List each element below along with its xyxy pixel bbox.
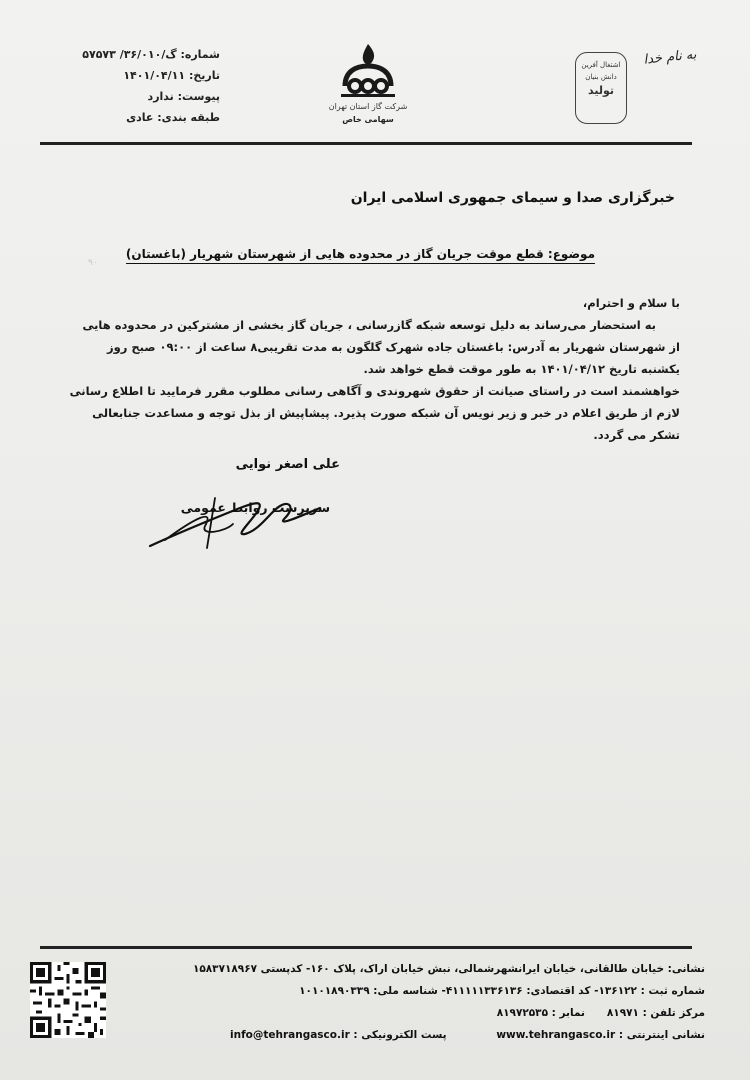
slogan-line2: دانش بنیان (585, 73, 617, 81)
number-label: شماره: (180, 48, 220, 61)
letter-number (60, 44, 220, 65)
bismillah: به نام خدا (642, 47, 698, 68)
footer-address: نشانی: خیابان طالقانی، خیابان ایرانشهرشمالی، نبش خیابان اراک، پلاک ۱۶۰- کدپستی ۱۵۸۳۷۱۸۹۶۷ (192, 963, 705, 975)
qr-code-icon (30, 962, 106, 1038)
website-link[interactable]: www.tehrangasco.ir (496, 1029, 616, 1041)
footer-contact-row (230, 1002, 705, 1024)
footer-links-row (230, 1024, 705, 1046)
flame-logo-icon (333, 42, 403, 100)
email-label: پست الکترونیکی : (353, 1029, 447, 1041)
letter-body (68, 292, 680, 446)
handwritten-signature-icon (145, 478, 325, 558)
footer-registration: شماره ثبت : ۱۳۶۱۲۲- کد اقتصادی: ۴۱۱۱۱۱۳۳۶۱۳۶- شناسه ملی: ۱۰۱۰۱۸۹۰۳۳۹ (299, 985, 705, 997)
header-divider (40, 142, 692, 145)
letter-footer (192, 958, 705, 1046)
footer-fax: نمابر : ۸۱۹۷۲۵۳۵ (496, 1007, 585, 1019)
slogan-line1: اشتغال آفرین (581, 61, 621, 69)
date-value: ۱۴۰۱/۰۴/۱۱ (123, 69, 186, 82)
website-label: نشانی اینترنتی : (618, 1029, 705, 1041)
body-paragraph-2: خواهشمند است در راستای صیانت از حقوق شهروندی و آگاهی رسانی مطلوب مقرر فرمایید تا اطلاع رسانی لازم از طریق اعلام در خبر و زیر نویس آن شبکه صورت پذیرد. پیشاپیش از بذل توجه و مساعدت جنابعالی تشکر می گردد. (69, 384, 680, 442)
slogan-seal (575, 52, 627, 124)
number-value: گ/۳۶/۰۱۰/ ۵۷۵۷۳ (82, 48, 177, 61)
greeting: با سلام و احترام، (582, 296, 680, 310)
body-paragraph-1: به استحضار می‌رساند به دلیل توسعه شبکه گازرسانی ، جریان گاز بخشی از مشترکین در محدوده هایی از شهرستان شهریار به آدرس: باغستان جاده شهرک گلگون به مدت تقریبی۸ ساعت از ۰۹:۰۰ صبح روز یکشنبه تاریخ ۱۴۰۱/۰۴/۱۲ به طور موقت قطع خواهد شد. (82, 318, 680, 376)
letter-attachment: پیوست: ندارد (147, 90, 220, 103)
signatory-title: سرپرست روابط عمومی (180, 500, 330, 515)
company-logo (318, 42, 418, 138)
signatory-name: علی اصغر نوایی (235, 457, 340, 472)
date-label: تاریخ: (188, 69, 220, 82)
faint-mark: ۹۰ (88, 258, 98, 268)
company-name: شرکت گاز استان تهران (328, 102, 408, 111)
letter-metadata (60, 44, 220, 128)
letter-subject: موضوع: قطع موقت جریان گاز در محدوده هایی از شهرستان شهریار (باغستان) (126, 247, 595, 264)
slogan-line3: تولید (587, 84, 614, 97)
footer-divider (40, 946, 692, 949)
email-link[interactable]: info@tehrangasco.ir (230, 1029, 350, 1041)
footer-phone: مرکز تلفن : ۸۱۹۷۱ (606, 1007, 705, 1019)
letter-date (60, 65, 220, 86)
letter-classification: طبقه بندی: عادی (126, 111, 220, 124)
company-type: سهامی خاص (342, 115, 394, 124)
addressee: خبرگزاری صدا و سیمای جمهوری اسلامی ایران (350, 190, 675, 206)
